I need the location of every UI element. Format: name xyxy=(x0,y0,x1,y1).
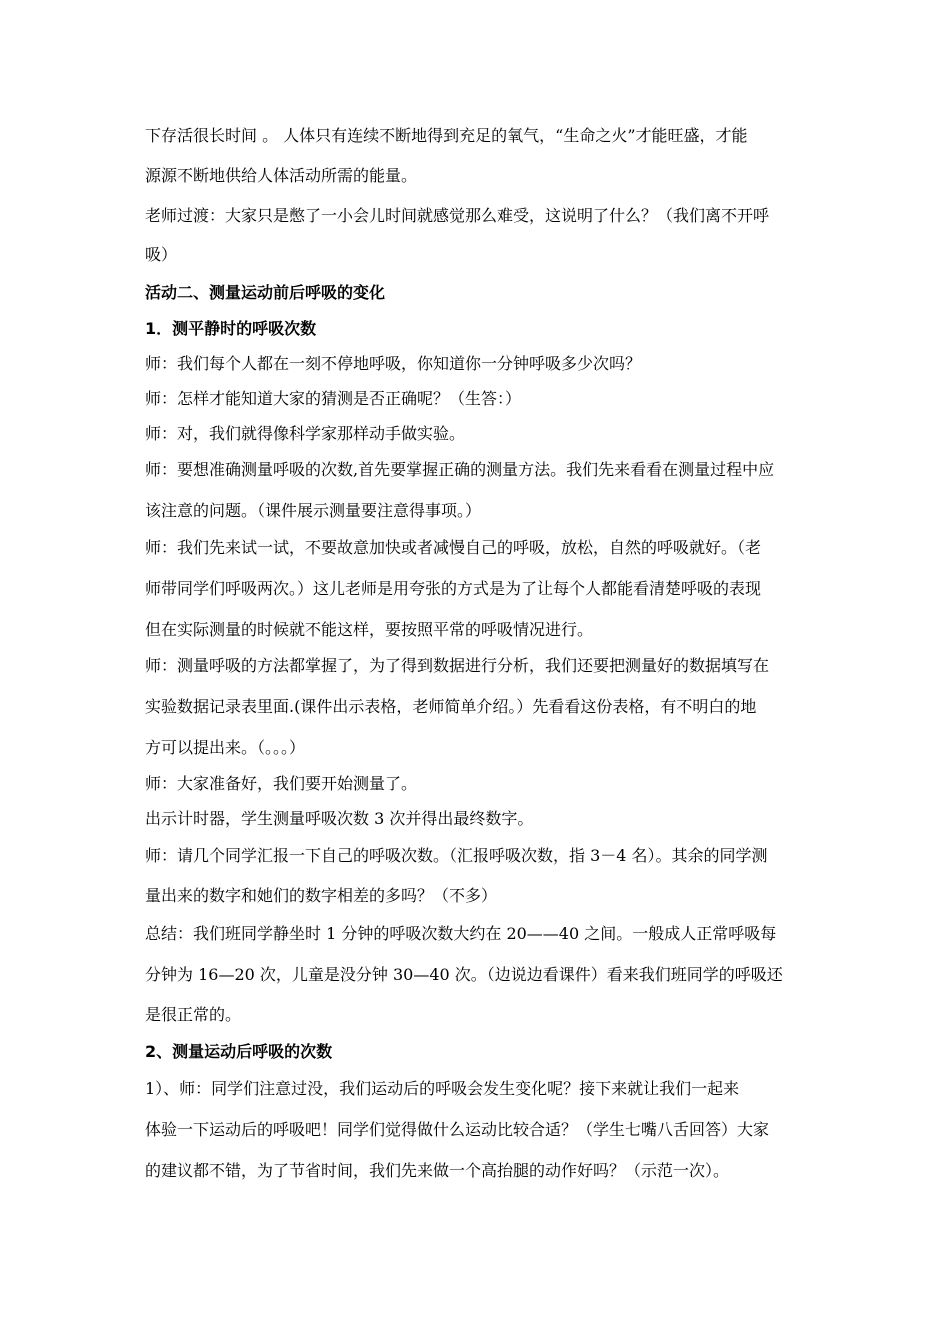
text-line: 师：测量呼吸的方法都掌握了，为了得到数据进行分析，我们还要把测量好的数据填写在 xyxy=(145,656,770,675)
text-line: 师：怎样才能知道大家的猜测是否正确呢？（生答：） xyxy=(145,389,522,408)
text-line: 实验数据记录表里面.(课件出示表格，老师简单介绍。）先看看这份表格，有不明白的地 xyxy=(145,697,757,716)
text-line: 方可以提出来。（。。。） xyxy=(145,738,306,757)
section-heading: 活动二、测量运动前后呼吸的变化 xyxy=(145,283,386,302)
text-line: 的建议都不错，为了节省时间，我们先来做一个高抬腿的动作好吗？（示范一次）。 xyxy=(145,1161,730,1180)
text-line: 量出来的数字和她们的数字相差的多吗？（不多） xyxy=(145,886,498,905)
text-line: 体验一下运动后的呼吸吧！同学们觉得做什么运动比较合适？（学生七嘴八舌回答）大家 xyxy=(145,1120,770,1139)
text-line: 师：要想准确测量呼吸的次数,首先要掌握正确的测量方法。我们先来看看在测量过程中应 xyxy=(145,460,775,479)
text-line: 师：请几个同学汇报一下自己的呼吸次数。（汇报呼吸次数，指 3－4 名）。其余的同学测 xyxy=(145,846,768,865)
text-line: 总结：我们班同学静坐时 1 分钟的呼吸次数大约在 20——40 之间。一般成人正常呼吸每 xyxy=(145,924,777,943)
text-line: 师：大家准备好，我们要开始测量了。 xyxy=(145,774,418,793)
text-line: 源源不断地供给人体活动所需的能量。 xyxy=(145,166,418,185)
text-line: 师：对，我们就得像科学家那样动手做实验。 xyxy=(145,424,466,443)
text-line: 下存活很长时间 。 人体只有连续不断地得到充足的氧气，“生命之火”才能旺盛，才能 xyxy=(145,126,748,145)
text-line: 该注意的问题。（课件展示测量要注意得事项。） xyxy=(145,501,482,520)
text-line: 出示计时器，学生测量呼吸次数 3 次并得出最终数字。 xyxy=(145,809,534,828)
text-line: 师带同学们呼吸两次。）这儿老师是用夸张的方式是为了让每个人都能看清楚呼吸的表现 xyxy=(145,579,762,598)
subsection-heading: 2、测量运动后呼吸的次数 xyxy=(145,1042,333,1061)
text-line: 但在实际测量的时候就不能这样，要按照平常的呼吸情况进行。 xyxy=(145,620,594,639)
text-line: 师：我们每个人都在一刻不停地呼吸，你知道你一分钟呼吸多少次吗？ xyxy=(145,354,642,373)
text-line: 吸） xyxy=(145,245,178,264)
text-line: 师：我们先来试一试，不要故意加快或者减慢自己的呼吸，放松，自然的呼吸就好。（老 xyxy=(145,538,762,557)
text-line: 老师过渡：大家只是憋了一小会儿时间就感觉那么难受，这说明了什么？（我们离不开呼 xyxy=(145,206,770,225)
subsection-heading: 1．测平静时的呼吸次数 xyxy=(145,319,317,338)
text-line: 是很正常的。 xyxy=(145,1005,242,1024)
text-line: 分钟为 16—20 次，儿童是没分钟 30—40 次。（边说边看课件）看来我们班同学的呼吸还 xyxy=(145,965,783,984)
text-line: 1）、师：同学们注意过没，我们运动后的呼吸会发生变化呢？接下来就让我们一起来 xyxy=(145,1079,740,1098)
